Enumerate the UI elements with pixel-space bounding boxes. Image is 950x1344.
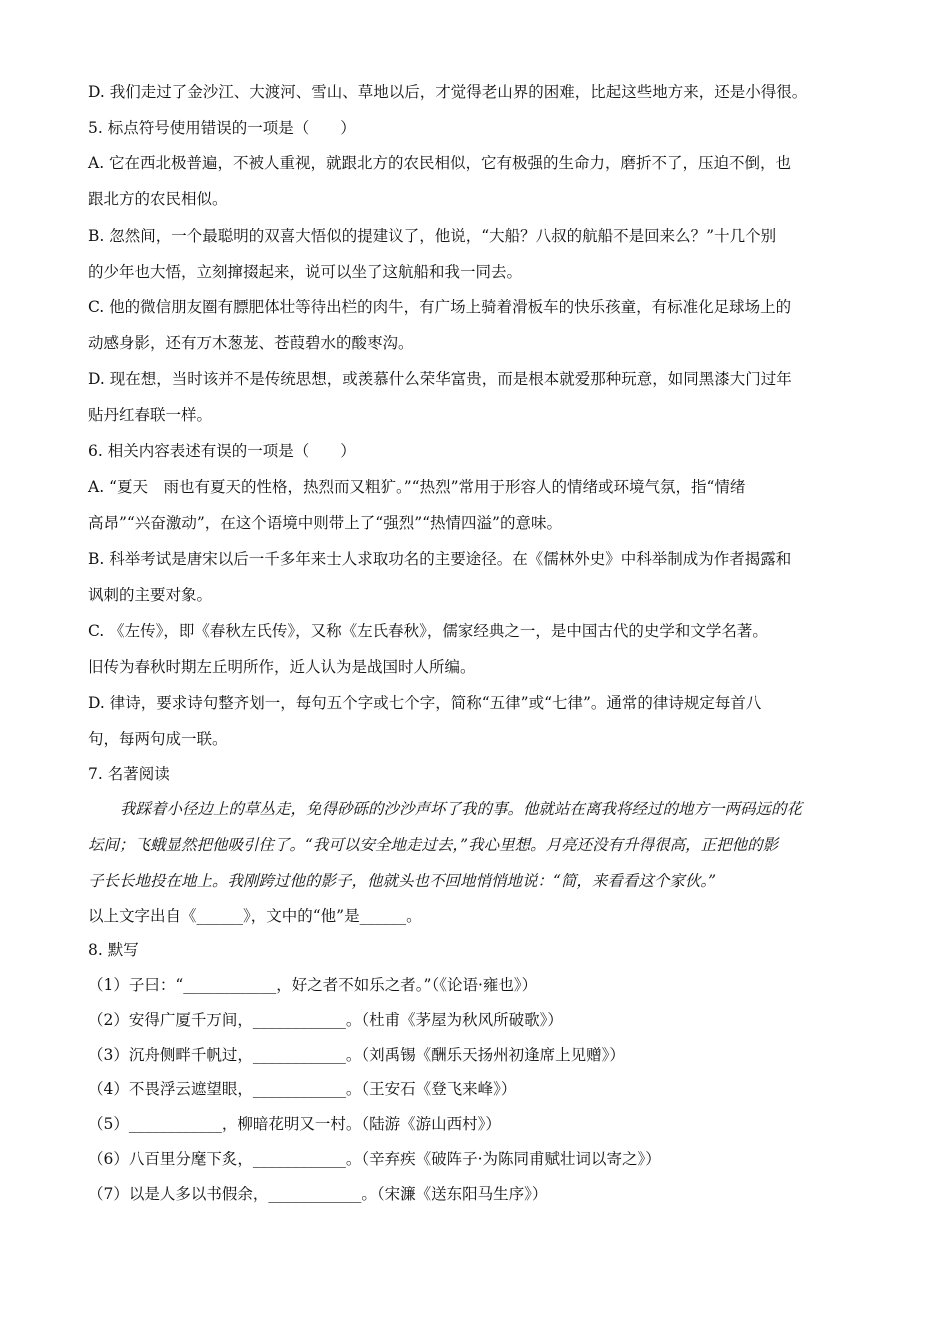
q5-option-d-cont: 贴丹红春联一样。 xyxy=(88,406,213,424)
q6-stem: 6. 相关内容表述有误的一项是（ ） xyxy=(88,442,356,460)
q6-option-a-cont: 高昂”“兴奋激动”，在这个语境中则带上了“强烈”“热情四溢”的意味。 xyxy=(88,514,562,532)
q5-option-d: D. 现在想，当时该并不是传统思想，或羡慕什么荣华富贵，而是根本就爱那种玩意，如同黑漆大门过年 xyxy=(88,370,792,388)
q5-stem: 5. 标点符号使用错误的一项是（ ） xyxy=(88,119,356,137)
q7-passage-line-1: 我踩着小径边上的草丛走，免得砂砾的沙沙声坏了我的事。他就站在离我将经过的地方一两码远的花 xyxy=(120,800,803,818)
q8-item-4: （4）不畏浮云遮望眼，____________。（王安石《登飞来峰》） xyxy=(88,1080,517,1098)
q5-option-a-cont: 跟北方的农民相似。 xyxy=(88,190,228,208)
q5-option-c-cont: 动感身影，还有万木葱茏、苍葭碧水的酸枣沟。 xyxy=(88,334,414,352)
q7-passage-line-2: 坛间；飞蛾显然把他吸引住了。“我可以安全地走过去，”我心里想。月亮还没有升得很高，正把他的影 xyxy=(88,836,779,854)
q6-option-d: D. 律诗，要求诗句整齐划一，每句五个字或七个字，简称“五律”或“七律”。通常的律诗规定每首八 xyxy=(88,694,762,712)
q8-item-1: （1）子曰：“____________，好之者不如乐之者。”（《论语·雍也》） xyxy=(88,976,538,994)
q5-option-a: A. 它在西北极普遍，不被人重视，就跟北方的农民相似，它有极强的生命力，磨折不了，压迫不倒，也 xyxy=(88,154,792,172)
q8-item-5: （5）____________，柳暗花明又一村。（陆游《游山西村》） xyxy=(88,1115,501,1133)
q8-item-3: （3）沉舟侧畔千帆过，____________。（刘禹锡《酬乐天扬州初逢席上见赠》） xyxy=(88,1046,625,1064)
q7-question: 以上文字出自《______》，文中的“他”是______。 xyxy=(88,907,422,925)
q8-item-6: （6）八百里分麾下炙，____________。（辛弃疾《破阵子·为陈同甫赋壮词以寄之》） xyxy=(88,1150,661,1168)
q6-option-a: A. “夏天 雨也有夏天的性格，热烈而又粗犷。”“热烈”常用于形容人的情绪或环境气氛，指“情绪 xyxy=(88,478,746,496)
q6-option-d-cont: 句，每两句成一联。 xyxy=(88,730,228,748)
q6-option-c-cont: 旧传为春秋时期左丘明所作，近人认为是战国时人所编。 xyxy=(88,658,476,676)
q5-option-b-cont: 的少年也大悟，立刻撺掇起来，说可以坐了这航船和我一同去。 xyxy=(88,263,523,281)
q6-option-b-cont: 讽刺的主要对象。 xyxy=(88,586,213,604)
q4-option-d: D. 我们走过了金沙江、大渡河、雪山、草地以后，才觉得老山界的困难，比起这些地方来，还是小得很。 xyxy=(88,83,808,101)
q8-item-2: （2）安得广厦千万间，____________。（杜甫《茅屋为秋风所破歌》） xyxy=(88,1011,563,1029)
q7-title: 7. 名著阅读 xyxy=(88,765,170,783)
q5-option-c: C. 他的微信朋友圈有膘肥体壮等待出栏的肉牛，有广场上骑着滑板车的快乐孩童，有标准化足球场上的 xyxy=(88,298,792,316)
q7-passage-line-3: 子长长地投在地上。我刚跨过他的影子，他就头也不回地悄悄地说：“简，来看看这个家伙。” xyxy=(88,872,717,890)
q8-item-7: （7）以是人多以书假余，____________。（宋濂《送东阳马生序》） xyxy=(88,1185,548,1203)
q5-option-b: B. 忽然间，一个最聪明的双喜大悟似的提建议了，他说，“大船？八叔的航船不是回来么？”十几个别 xyxy=(88,227,777,245)
q6-option-c: C. 《左传》，即《春秋左氏传》，又称《左氏春秋》，儒家经典之一，是中国古代的史学和文学名著。 xyxy=(88,622,768,640)
q8-title: 8. 默写 xyxy=(88,941,139,959)
q6-option-b: B. 科举考试是唐宋以后一千多年来士人求取功名的主要途径。在《儒林外史》中科举制成为作者揭露和 xyxy=(88,550,792,568)
